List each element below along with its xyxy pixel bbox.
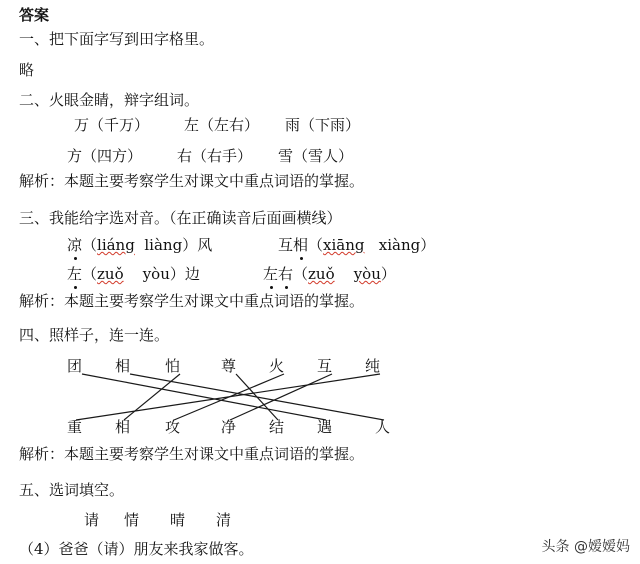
- match-top-char: 互: [317, 357, 333, 375]
- s5-word-2: 情: [124, 511, 140, 529]
- pinyin-suffix: ）风: [182, 236, 213, 254]
- pinyin-option-correct: zuǒ: [308, 265, 335, 283]
- section1-title: 一、把下面字写到田字格里。: [19, 30, 215, 48]
- s2-word-r2c2: 右（右手）: [177, 147, 253, 165]
- section4-analysis: 解析：本题主要考察学生对课文中重点词语的掌握。: [19, 445, 365, 463]
- pinyin-prefix: 左（: [67, 265, 98, 283]
- match-bottom-char: 结: [269, 418, 285, 436]
- match-bottom-char: 遇: [317, 418, 333, 436]
- s2-word-r1c2: 左（左右）: [184, 116, 260, 134]
- match-top-char: 相: [115, 357, 131, 375]
- pinyin-prefix: 互相（: [278, 236, 324, 254]
- pinyin-option: liàng: [144, 236, 183, 254]
- match-top-char: 怕: [165, 357, 181, 375]
- pinyin-suffix: ）边: [169, 265, 200, 283]
- pinyin-prefix: 左右（: [263, 265, 309, 283]
- s2-word-r1c1: 万（千万）: [74, 116, 150, 134]
- match-bottom-char: 重: [67, 418, 83, 436]
- pinyin-suffix: ）: [420, 236, 436, 254]
- match-top-char: 纯: [365, 357, 381, 375]
- s2-word-r2c3: 雪（雪人）: [278, 147, 354, 165]
- section3-analysis: 解析：本题主要考察学生对课文中重点词语的掌握。: [19, 292, 365, 310]
- pinyin-option-correct: yòu: [353, 265, 381, 283]
- pinyin-suffix: ）: [380, 265, 396, 283]
- pinyin-option-correct: xiāng: [323, 236, 365, 254]
- section3-title: 三、我能给字选对音。（在正确读音后面画横线）: [19, 209, 342, 227]
- question-4: （4）爸爸（请）朋友来我家做客。: [19, 540, 254, 558]
- s5-word-4: 清: [216, 511, 232, 529]
- match-top-char: 尊: [221, 357, 237, 375]
- section5-title: 五、选词填空。: [19, 481, 125, 499]
- match-top-char: 火: [269, 357, 285, 375]
- section2-title: 二、火眼金睛，辩字组词。: [19, 91, 200, 109]
- match-bottom-char: 人: [375, 418, 391, 436]
- match-line: [230, 374, 332, 420]
- pinyin-option: yòu: [142, 265, 170, 283]
- pinyin-option-correct: zuǒ: [97, 265, 124, 283]
- s5-word-1: 请: [84, 511, 100, 529]
- match-bottom-char: 攻: [165, 418, 181, 436]
- pinyin-option-correct: liáng: [97, 236, 135, 254]
- match-bottom-char: 净: [221, 418, 237, 436]
- page-heading: 答案: [19, 6, 50, 24]
- pinyin-prefix: 凉（: [67, 236, 98, 254]
- section2-analysis: 解析：本题主要考察学生对课文中重点词语的掌握。: [19, 172, 365, 190]
- match-line: [124, 374, 180, 420]
- section1-answer: 略: [19, 61, 35, 79]
- match-top-char: 团: [67, 357, 83, 375]
- section4-title: 四、照样子，连一连。: [19, 326, 170, 344]
- s5-word-3: 晴: [170, 511, 186, 529]
- watermark: 头条 @嫒嫒妈: [541, 539, 630, 555]
- match-bottom-char: 相: [115, 418, 131, 436]
- pinyin-option: xiàng: [378, 236, 421, 254]
- s2-word-r1c3: 雨（下雨）: [285, 116, 361, 134]
- match-line: [236, 374, 278, 420]
- s2-word-r2c1: 方（四方）: [67, 147, 143, 165]
